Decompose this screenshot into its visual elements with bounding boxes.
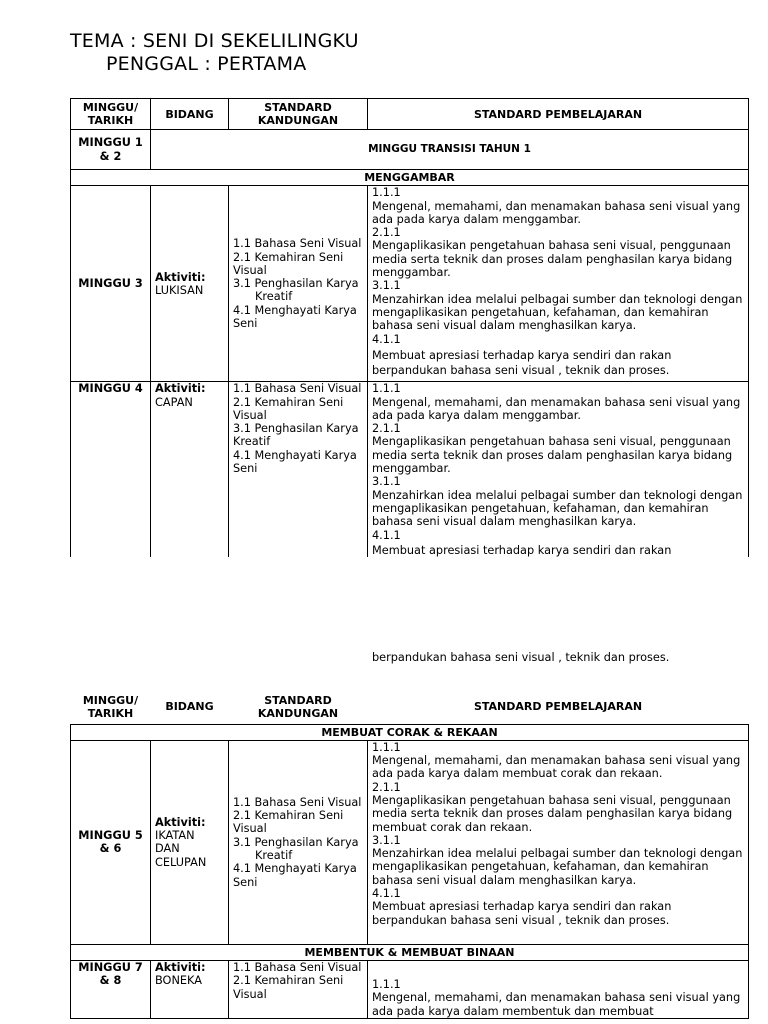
syllabus-table-2 (70, 690, 749, 1019)
sp-code: 3.1.1 (372, 279, 401, 293)
standard-pembelajaran-week-5-6 (368, 740, 749, 944)
table-row-week-4 (71, 382, 749, 557)
sk-item: 2.1 Kemahiran Seni Visual (233, 395, 344, 422)
title-term: PENGGAL : PERTAMA (106, 53, 307, 75)
header-minggu: MINGGU/ TARIKH (71, 99, 151, 130)
week-5-6-cell: MINGGU 5 & 6 (71, 740, 151, 944)
week-1-2-cell: MINGGU 1 & 2 (71, 130, 151, 170)
sp-code: 3.1.1 (372, 475, 401, 489)
standard-pembelajaran-week-4 (368, 382, 749, 557)
week-7-8-cell: MINGGU 7 & 8 (71, 961, 151, 1019)
sp-code: 4.1.1 (372, 332, 401, 346)
sk-item: 1.1 Bahasa Seni Visual (233, 961, 362, 975)
table-row-week-7-8 (71, 961, 749, 1019)
standard-pembelajaran-week-7-8 (368, 961, 749, 1019)
sp-text: Menzahirkan idea melalui pelbagai sumber dan teknologi dengan mengaplikasikan pengetahuan, kefahaman, dan kemahiran bahasa seni visual dalam menghasilkan karya. (372, 847, 743, 887)
sp-text: Mengaplikasikan pengetahuan bahasa seni visual, penggunaan media serta teknik dan proses dalam penghasilan karya bidang menggambar. (372, 239, 733, 280)
sk-item: 2.1 Kemahiran Seni Visual (233, 809, 344, 836)
activity-label: Aktiviti: (155, 961, 206, 975)
standard-kandungan-week-5-6 (229, 740, 368, 944)
sp-code: 2.1.1 (372, 422, 401, 436)
continuation-text: berpandukan bahasa seni visual , teknik dan proses. (372, 651, 670, 664)
section-membuat-corak-rekaan: MEMBUAT CORAK & REKAAN (71, 724, 749, 740)
sp-code: 4.1.1 (372, 528, 401, 542)
sp-code: 1.1.1 (372, 978, 401, 992)
sp-code: 2.1.1 (372, 780, 401, 794)
sp-text: Mengenal, memahami, dan menamakan bahasa seni visual yang ada pada karya dalam membentuk dan membuat (372, 991, 741, 1018)
sp-code: 1.1.1 (372, 186, 401, 200)
activity-label: Aktiviti: (155, 382, 206, 396)
transition-week-cell: MINGGU TRANSISI TAHUN 1 (151, 130, 749, 170)
section-menggambar: MENGGAMBAR (71, 170, 749, 186)
bidang-week-4 (151, 382, 229, 557)
activity-name: DAN (155, 842, 180, 856)
activity-name: BONEKA (155, 974, 202, 988)
title-theme: TEMA : SENI DI SEKELILINGKU (70, 30, 359, 52)
activity-name: CAPAN (155, 395, 193, 409)
sk-item: 4.1 Menghayati Karya Seni (233, 303, 357, 331)
sp-text: Membuat apresiasi terhadap karya sendiri dan rakan berpandukan bahasa seni visual , teknik dan proses. (372, 900, 672, 927)
header-bidang: BIDANG (151, 99, 229, 130)
activity-name: CELUPAN (155, 855, 207, 869)
standard-pembelajaran-week-3 (368, 186, 749, 382)
header-standard-kandungan: STANDARD KANDUNGAN (257, 693, 339, 720)
sk-item: 1.1 Bahasa Seni Visual (233, 795, 362, 809)
standard-kandungan-week-3 (229, 186, 368, 382)
sp-text: Mengenal, memahami, dan menamakan bahasa seni visual yang ada pada karya dalam menggambar. (372, 199, 741, 226)
header-minggu: MINGGU/ TARIKH (82, 693, 139, 720)
table-row-week-5-6 (71, 740, 749, 944)
bidang-week-7-8 (151, 961, 229, 1019)
sp-text: Menzahirkan idea melalui pelbagai sumber dan teknologi dengan mengaplikasikan pengetahuan, kefahaman, dan kemahiran bahasa seni visual dalam menghasilkan karya. (372, 292, 743, 333)
sp-text: Mengaplikasikan pengetahuan bahasa seni visual, penggunaan media serta teknik dan proses dalam penghasilan karya bidang membuat corak dan rekaan. (372, 793, 733, 834)
header-standard-pembelajaran: STANDARD PEMBELAJARAN (473, 700, 643, 714)
sk-item: 2.1 Kemahiran Seni Visual (233, 250, 344, 277)
sp-code: 1.1.1 (372, 740, 401, 754)
syllabus-table-1 (70, 98, 749, 557)
sk-item: 3.1 Penghasilan Karya (233, 422, 359, 436)
sp-text: Membuat apresiasi terhadap karya sendiri dan rakan (372, 543, 672, 557)
sp-text: Membuat apresiasi terhadap karya sendiri dan rakan berpandukan bahasa seni visual , teknik dan proses. (372, 348, 672, 377)
sk-item: 4.1 Menghayati Karya Seni (233, 448, 357, 476)
sk-item: 1.1 Bahasa Seni Visual (233, 382, 362, 396)
header-standard-kandungan: STANDARD KANDUNGAN (229, 99, 368, 130)
sp-code: 1.1.1 (372, 382, 401, 396)
sk-item: 3.1 Penghasilan Karya (233, 835, 359, 849)
sp-text: Mengenal, memahami, dan menamakan bahasa seni visual yang ada pada karya dalam membuat corak dan rekaan. (372, 754, 741, 781)
sp-code: 2.1.1 (372, 226, 401, 240)
week-3-cell: MINGGU 3 (71, 186, 151, 382)
table-row-week-3 (71, 186, 749, 382)
standard-kandungan-week-7-8 (229, 961, 368, 1019)
bidang-week-5-6 (151, 740, 229, 944)
sk-item: 2.1 Kemahiran Seni Visual (233, 974, 344, 1001)
standard-kandungan-week-4 (229, 382, 368, 557)
activity-name: LUKISAN (155, 283, 204, 297)
sk-item: Kreatif (255, 848, 293, 862)
bidang-week-3 (151, 186, 229, 382)
sp-code: 3.1.1 (372, 833, 401, 847)
activity-label: Aktiviti: (155, 270, 206, 284)
sk-item: 3.1 Penghasilan Karya (233, 277, 359, 291)
sk-item: Kreatif (255, 290, 293, 304)
sp-text: Mengaplikasikan pengetahuan bahasa seni visual, penggunaan media serta teknik dan proses dalam penghasilan karya bidang menggambar. (372, 435, 733, 476)
week-4-cell: MINGGU 4 (71, 382, 151, 557)
header-standard-pembelajaran: STANDARD PEMBELAJARAN (368, 99, 749, 130)
sp-text: Mengenal, memahami, dan menamakan bahasa seni visual yang ada pada karya dalam menggambar. (372, 395, 741, 422)
section-membentuk-membuat-binaan: MEMBENTUK & MEMBUAT BINAAN (71, 944, 749, 960)
activity-label: Aktiviti: (155, 815, 206, 829)
header-bidang: BIDANG (165, 700, 214, 714)
activity-name: IKATAN (155, 829, 195, 842)
document-title (70, 30, 359, 76)
sp-code: 4.1.1 (372, 887, 401, 901)
sk-item: 4.1 Menghayati Karya Seni (233, 862, 357, 889)
sk-item: 1.1 Bahasa Seni Visual (233, 237, 362, 251)
sk-item: Kreatif (233, 435, 271, 449)
sp-text: Menzahirkan idea melalui pelbagai sumber dan teknologi dengan mengaplikasikan pengetahuan, kefahaman, dan kemahiran bahasa seni visual dalam menghasilkan karya. (372, 488, 743, 529)
